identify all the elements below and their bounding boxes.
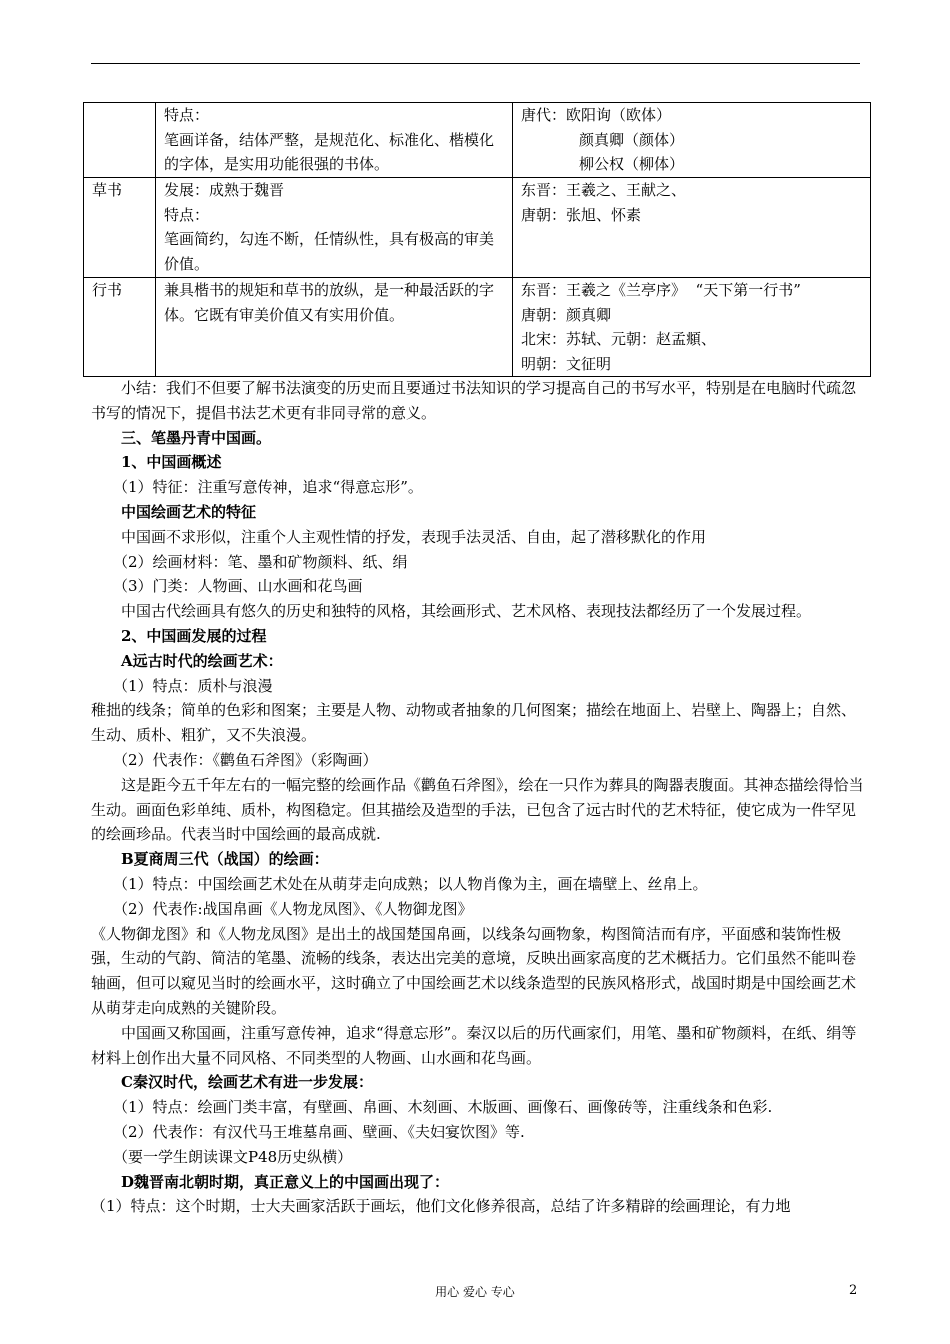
- calligrapher-line: 东晋：王羲之《兰亭序》 “天下第一行书”: [521, 281, 801, 299]
- section-heading: B夏商周三代（战国）的绘画：: [121, 850, 329, 869]
- description-line: 发展：成熟于魏晋: [164, 181, 285, 199]
- paragraph: （2）代表作：《鹳鱼石斧图》（彩陶画）: [113, 750, 378, 769]
- calligraphers-cell: [513, 103, 871, 178]
- table-row: [84, 178, 871, 278]
- description-line: 笔画详备，结体严整，是规范化、标准化、楷模化的字体，是实用功能很强的书体。: [164, 130, 495, 173]
- paragraph: （要一学生朗读课文P48历史纵横）: [113, 1147, 353, 1166]
- paragraph: （1）特点：质朴与浪漫: [113, 676, 273, 695]
- paragraph: （2）绘画材料：笔、墨和矿物颜料、纸、绢: [113, 552, 408, 571]
- paragraph: （2）代表作:战国帛画《人物龙凤图》、《人物御龙图》: [113, 899, 473, 918]
- paragraph: 中国画不求形似，注重个人主观性情的抒发，表现手法灵活、自由，起了潜移默化的作用: [121, 527, 707, 546]
- page-footer: 用心 爱心 专心: [435, 1285, 515, 1299]
- calligrapher-line: 明朝：文征明: [521, 354, 612, 373]
- script-name-cell: [84, 103, 156, 178]
- section-heading: 1、中国画概述: [121, 453, 222, 472]
- description-line: 特点：: [164, 205, 210, 224]
- calligrapher-line: 颜真卿（颜体）: [579, 130, 685, 149]
- calligrapher-line: 唐代：欧阳询（欧体）: [521, 106, 672, 124]
- paragraph: （2）代表作：有汉代马王堆墓帛画、壁画、《夫妇宴饮图》等.: [113, 1122, 525, 1141]
- script-description-cell: [156, 178, 513, 278]
- calligrapher-line: 唐朝：颜真卿: [521, 305, 612, 324]
- section-heading: 中国绘画艺术的特征: [121, 502, 257, 521]
- description-line: 特点：: [164, 106, 210, 124]
- calligraphers-cell: [513, 178, 871, 278]
- script-description-cell: [156, 103, 513, 178]
- page-number: 2: [849, 1283, 858, 1298]
- section-heading: D魏晋南北朝时期，真正意义上的中国画出现了：: [121, 1172, 450, 1191]
- calligraphers-cell: [513, 278, 871, 377]
- calligrapher-line: 柳公权（柳体）: [579, 155, 685, 173]
- table-row: [84, 103, 871, 178]
- paragraph: （3）门类：人物画、山水画和花鸟画: [113, 577, 363, 596]
- calligrapher-line: 北宋：苏轼、元朝：赵孟頫、: [521, 330, 717, 348]
- paragraph: （1）特点：绘画门类丰富，有壁画、帛画、木刻画、木版画、画像石、画像砖等，注重线条和色彩.: [113, 1098, 773, 1117]
- paragraph: （1）特点：这个时期，士大夫画家活跃于画坛，他们文化修养很高，总结了许多精辟的绘画理论，有力地: [91, 1197, 791, 1216]
- script-name-cell: 草书: [84, 178, 156, 278]
- calligraphy-table: [83, 102, 871, 377]
- script-description-cell: [156, 278, 513, 377]
- paragraph: （1）特点：中国绘画艺术处在从萌芽走向成熟；以人物肖像为主，画在墙壁上、丝帛上。: [113, 874, 708, 893]
- section-heading: A远古时代的绘画艺术：: [121, 651, 283, 670]
- section-heading: C秦汉时代，绘画艺术有进一步发展：: [121, 1073, 373, 1092]
- section-heading: 三、笔墨丹青中国画。: [121, 428, 272, 447]
- script-name-cell: 行书: [84, 278, 156, 377]
- calligrapher-line: 东晋：王羲之、王献之、: [521, 181, 687, 199]
- paragraph: （1）特征：注重写意传神，追求“得意忘形”。: [113, 478, 423, 497]
- paragraph: 这是距今五千年左右的一幅完整的绘画作品《鹳鱼石斧图》，绘在一只作为葬具的陶器表腹面。其神态描绘得恰当生动。画面色彩单纯、质朴，构图稳定。但其描绘及造型的手法，已包含了远古时代的艺术特征，使它成为一件罕见的绘画珍品。代表当时中国绘画的最高成就.: [91, 775, 864, 844]
- description-line: 兼具楷书的规矩和草书的放纵，是一种最活跃的字体。它既有审美价值又有实用价值。: [164, 281, 495, 324]
- table-row: [84, 278, 871, 377]
- paragraph: 稚拙的线条；简单的色彩和图案；主要是人物、动物或者抽象的几何图案；描绘在地面上、岩壁上、陶器上；自然、生动、质朴、粗犷，又不失浪漫。: [91, 701, 857, 745]
- paragraph: 《人物御龙图》和《人物龙凤图》是出土的战国楚国帛画，以线条勾画物象，构图简洁而有序，平面感和装饰性极强，生动的气韵、简洁的笔墨、流畅的线条，表达出完美的意境，反映出画家高度的艺术概括力。它们虽然不能叫卷轴画，但可以窥见当时的绘画水平，这时确立了中国绘画艺术以线条造型的民族风格形式，战国时期是中国绘画艺术从萌芽走向成熟的关键阶段。: [91, 924, 857, 1017]
- calligrapher-line: 唐朝：张旭、怀素: [521, 205, 642, 224]
- paragraph: 中国古代绘画具有悠久的历史和独特的风格，其绘画形式、艺术风格、表现技法都经历了一个发展过程。: [121, 602, 812, 621]
- paragraph: 小结：我们不但要了解书法演变的历史而且要通过书法知识的学习提高自己的书写水平，特别是在电脑时代疏忽书写的情况下，提倡书法艺术更有非同寻常的意义。: [91, 379, 857, 422]
- section-heading: 2、中国画发展的过程: [121, 626, 267, 645]
- paragraph: 中国画又称国画，注重写意传神，追求“得意忘形”。秦汉以后的历代画家们，用笔、墨和矿物颜料，在纸、绢等材料上创作出大量不同风格、不同类型的人物画、山水画和花鸟画。: [91, 1023, 857, 1067]
- description-line: 笔画简约，勾连不断，任情纵性，具有极高的审美价值。: [164, 230, 495, 273]
- header-rule: [91, 63, 860, 64]
- document-body: [91, 376, 869, 1219]
